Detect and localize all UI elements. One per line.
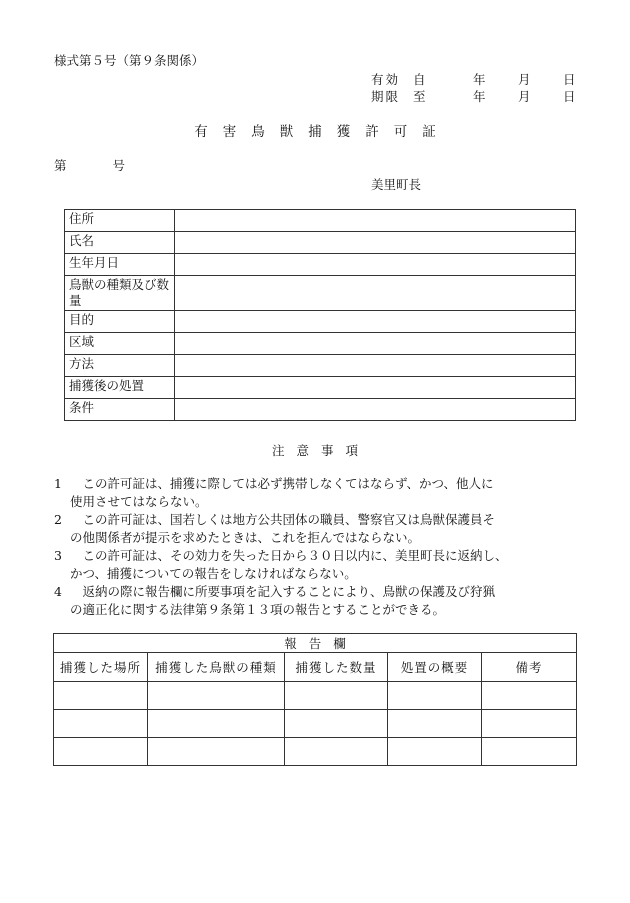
info-label: 生年月日 <box>65 254 175 276</box>
info-value[interactable] <box>175 355 576 377</box>
note-text: 返納の際に報告欄に所要事項を記入することにより、鳥獣の保護及び狩猟 の適正化に関する法律第９条第１３項の報告とすることができる。 <box>70 584 496 617</box>
info-label: 氏名 <box>65 232 175 254</box>
day-unit: 日 <box>563 72 576 87</box>
info-value[interactable] <box>175 210 576 232</box>
report-row <box>54 710 577 738</box>
info-row <box>65 232 576 254</box>
report-column-headers <box>54 653 577 682</box>
day-unit: 日 <box>563 89 576 104</box>
note-item <box>54 511 574 547</box>
permit-number-suffix: 号 <box>112 158 126 173</box>
report-cell[interactable] <box>482 682 577 710</box>
report-cell[interactable] <box>148 710 285 738</box>
info-label: 区域 <box>65 333 175 355</box>
validity-row-from <box>371 72 576 89</box>
column-header-remarks: 備考 <box>482 653 577 682</box>
report-cell[interactable] <box>482 710 577 738</box>
info-value[interactable] <box>175 333 576 355</box>
info-value[interactable] <box>175 276 576 311</box>
note-number: 2 <box>54 512 62 527</box>
report-cell[interactable] <box>54 738 148 766</box>
report-cell[interactable] <box>148 682 285 710</box>
document-title: 有害鳥獣捕獲許可証 <box>194 124 451 140</box>
info-value[interactable] <box>175 377 576 399</box>
report-cell[interactable] <box>285 710 388 738</box>
info-row <box>65 210 576 232</box>
info-row <box>65 399 576 421</box>
info-row <box>65 276 576 311</box>
column-header-species: 捕獲した鳥獣の種類 <box>148 653 285 682</box>
note-item <box>54 475 574 511</box>
column-header-location: 捕獲した場所 <box>54 653 148 682</box>
report-row <box>54 682 577 710</box>
report-heading-row <box>54 634 577 653</box>
note-item <box>54 547 574 583</box>
info-value[interactable] <box>175 311 576 333</box>
report-cell[interactable] <box>285 682 388 710</box>
permit-number <box>54 158 125 173</box>
form-number-label: 様式第５号（第９条関係） <box>54 53 205 68</box>
info-value[interactable] <box>175 232 576 254</box>
month-unit: 月 <box>518 72 531 87</box>
notes-list <box>54 475 574 619</box>
permit-number-prefix: 第 <box>54 158 67 173</box>
month-unit: 月 <box>518 89 531 104</box>
validity-label: 有効 <box>371 72 401 87</box>
issuer-name: 美里町長 <box>371 177 422 192</box>
info-label: 目的 <box>65 311 175 333</box>
info-row <box>65 254 576 276</box>
info-value[interactable] <box>175 399 576 421</box>
year-unit: 年 <box>473 89 486 104</box>
column-header-quantity: 捕獲した数量 <box>285 653 388 682</box>
note-number: 4 <box>54 584 62 599</box>
report-cell[interactable] <box>54 710 148 738</box>
note-text: この許可証は、その効力を失った日から３０日以内に、美里町長に返納し、 かつ、捕獲についての報告をしなければならない。 <box>70 548 508 581</box>
notes-heading: 注意事項 <box>271 443 370 458</box>
permit-info-table <box>64 209 576 421</box>
report-row <box>54 738 577 766</box>
info-row <box>65 311 576 333</box>
info-row <box>65 355 576 377</box>
info-row <box>65 377 576 399</box>
report-cell[interactable] <box>388 682 482 710</box>
report-heading: 報告欄 <box>54 634 577 653</box>
note-text: この許可証は、国若しくは地方公共団体の職員、警察官又は鳥獣保護員そ の他関係者が提示を求めたときは、これを拒んではならない。 <box>70 512 496 545</box>
note-item <box>54 583 574 619</box>
validity-row-to <box>371 89 576 106</box>
year-unit: 年 <box>473 72 486 87</box>
info-row <box>65 333 576 355</box>
info-label: 住所 <box>65 210 175 232</box>
info-label: 方法 <box>65 355 175 377</box>
report-cell[interactable] <box>285 738 388 766</box>
validity-period <box>371 72 576 106</box>
info-label: 捕獲後の処置 <box>65 377 175 399</box>
report-cell[interactable] <box>388 710 482 738</box>
info-label: 条件 <box>65 399 175 421</box>
validity-label: 期限 <box>371 89 401 104</box>
validity-from-word: 自 <box>413 72 426 87</box>
note-number: 3 <box>54 548 62 563</box>
note-number: 1 <box>54 476 62 491</box>
validity-to-word: 至 <box>413 89 426 104</box>
report-table <box>53 633 577 766</box>
column-header-disposal: 処置の概要 <box>388 653 482 682</box>
info-value[interactable] <box>175 254 576 276</box>
info-label: 鳥獣の種類及び数量 <box>65 276 175 311</box>
report-cell[interactable] <box>388 738 482 766</box>
report-cell[interactable] <box>54 682 148 710</box>
report-cell[interactable] <box>482 738 577 766</box>
report-cell[interactable] <box>148 738 285 766</box>
note-text: この許可証は、捕獲に際しては必ず携帯しなくてはならず、かつ、他人に 使用させてはならない。 <box>70 476 494 509</box>
